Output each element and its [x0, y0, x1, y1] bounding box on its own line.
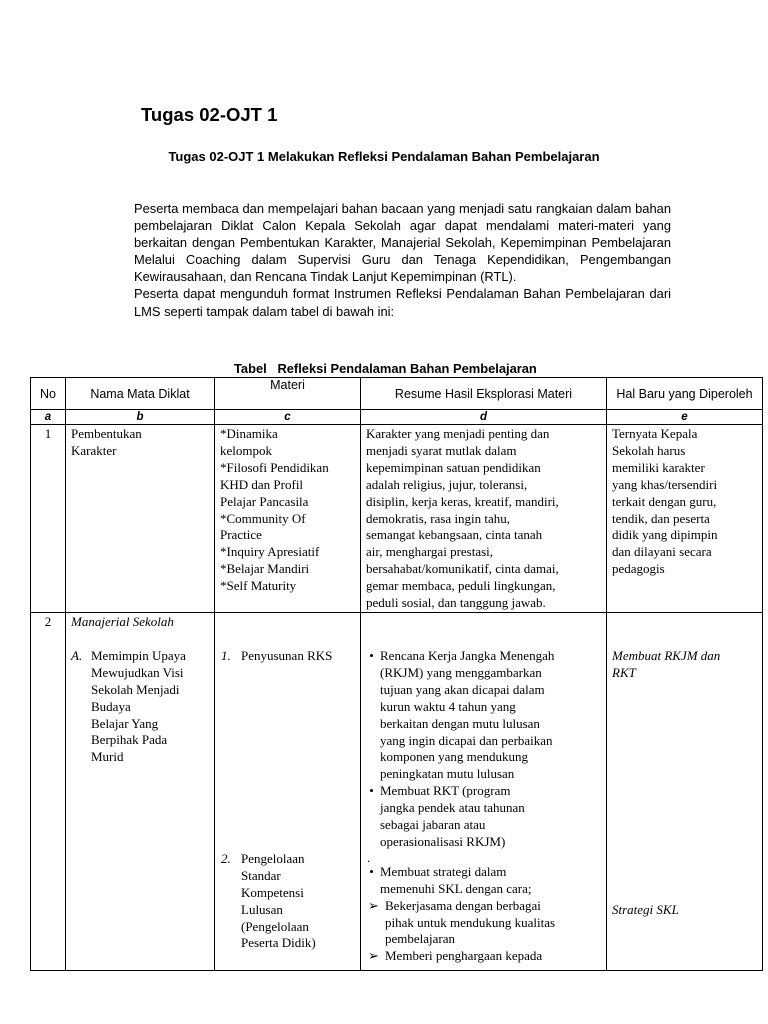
bullet-icon: • [369, 863, 374, 879]
text-line: berkaitan dengan mutu lulusan [380, 715, 540, 731]
text-line: *Belajar Mandiri [220, 561, 310, 577]
text-line: KHD dan Profil [220, 476, 304, 492]
text-line: tujuan yang akan dicapai dalam [380, 681, 545, 697]
document-subtitle: Tugas 02-OJT 1 Melakukan Refleksi Pendalaman Bahan Pembelajaran [168, 149, 600, 164]
text-line: yang ingin dicapai dan perbaikan [380, 732, 553, 748]
letter-d: d [361, 410, 607, 425]
header-hal-baru: Hal Baru yang Diperoleh [607, 378, 763, 410]
text-line: kelompok [220, 442, 272, 458]
text-line: memenuhi SKL dengan cara; [380, 880, 532, 896]
header-materi: Materi [215, 378, 361, 410]
bullet-icon: • [369, 647, 374, 663]
text-line: adalah religius, jujur, toleransi, [366, 476, 528, 492]
text-line: peningkatan mutu lulusan [380, 766, 515, 782]
text-line: Ternyata Kepala [612, 426, 698, 441]
bullet-item [363, 783, 602, 851]
text-line: kurun waktu 4 tahun yang [380, 698, 516, 714]
text-line: *Dinamika [220, 426, 278, 441]
table-letter-row [31, 410, 763, 425]
text-line: Pengelolaan [241, 850, 305, 866]
text-line: Membuat strategi dalam [380, 863, 507, 879]
cell-resume [361, 425, 607, 613]
text-line: *Self Maturity [220, 578, 297, 594]
arrow-bullet-icon: ➢ [368, 897, 379, 913]
stray-dot: . [367, 849, 371, 865]
text-line: Practice [220, 527, 262, 543]
text-line: bersahabat/komunikatif, cinta damai, [366, 561, 559, 577]
text-line: operasionalisasi RKJM) [380, 833, 506, 849]
text-line: Berpihak Pada [91, 732, 168, 748]
intro-text [134, 200, 671, 320]
reflection-table-container [30, 377, 762, 971]
text-line: Mewujudkan Visi [91, 664, 184, 680]
section-heading: Manajerial Sekolah [71, 613, 174, 629]
text-line: Standar [241, 867, 281, 883]
text-line: semangat kebangsaan, cinta tanah [366, 527, 543, 543]
item-marker: 2. [221, 850, 231, 866]
text-line: Memberi penghargaan kepada [385, 948, 543, 964]
text-line: Kompetensi [241, 884, 304, 900]
text-line: demokratis, rasa ingin tahu, [366, 510, 511, 526]
text-line: Rencana Kerja Jangka Menengah [380, 647, 555, 663]
row-number: 1 [31, 425, 66, 613]
text-line: memiliki karakter [612, 459, 705, 475]
text-line: Pembentukan [71, 426, 142, 441]
cell-nama-mata-diklat [66, 425, 215, 613]
text-line: didik yang dipimpin [612, 527, 718, 543]
text-line: Penyusunan RKS [241, 647, 333, 663]
arrow-item [363, 948, 602, 965]
text-line: gemar membaca, peduli lingkungan, [366, 578, 556, 594]
table-title: Tabel Refleksi Pendalaman Bahan Pembelajaran [234, 361, 537, 376]
text-line: Pelajar Pancasila [220, 493, 309, 509]
letter-b: b [66, 410, 215, 425]
arrow-item [363, 898, 602, 949]
text-line: peduli sosial, dan tanggung jawab. [366, 595, 546, 611]
intro-paragraph: Peserta dapat mengunduh format Instrumen Refleksi Pendalaman Bahan Pembelajaran dari LMS seperti tampak dalam tabel di bawah ini: [134, 286, 671, 319]
cell-materi [215, 612, 361, 970]
table-row [31, 612, 763, 970]
text-line: terkait dengan guru, [612, 493, 717, 509]
text-line: RKT [612, 664, 636, 680]
text-line: Sekolah Menjadi [91, 681, 180, 697]
cell-hal-baru [607, 425, 763, 613]
bullet-item [363, 648, 602, 783]
text-line: Karakter yang menjadi penting dan [366, 426, 550, 441]
document-title: Tugas 02-OJT 1 [141, 104, 278, 125]
cell-resume [361, 612, 607, 970]
header-no: No [31, 378, 66, 410]
text-line: Sekolah harus [612, 442, 686, 458]
cell-hal-baru [607, 612, 763, 970]
text-line: pembelajaran [385, 931, 456, 947]
text-line: dan dilayani secara [612, 544, 712, 560]
text-line: Membuat RKJM dan [612, 647, 721, 663]
table-header-row [31, 378, 763, 410]
text-line: tendik, dan peserta [612, 510, 710, 526]
text-line: Bekerjasama dengan berbagai [385, 897, 541, 913]
text-line: Belajar Yang [91, 715, 159, 731]
table-row [31, 425, 763, 613]
numbered-item [221, 851, 356, 952]
row-number: 2 [31, 612, 66, 970]
text-line: kepemimpinan satuan pendidikan [366, 459, 541, 475]
text-line: yang khas/tersendiri [612, 476, 718, 492]
cell-nama-mata-diklat [66, 612, 215, 970]
text-line: Murid [91, 749, 124, 765]
text-line: pihak untuk mendukung kualitas [385, 914, 556, 930]
item-marker: A. [71, 647, 83, 663]
header-resume: Resume Hasil Eksplorasi Materi [361, 378, 607, 410]
text-line: Memimpin Upaya [91, 647, 186, 663]
text-line: *Community Of [220, 510, 306, 526]
bullet-icon: • [369, 783, 374, 799]
text-line: Budaya [91, 698, 131, 714]
cell-materi [215, 425, 361, 613]
text-line: sebagai jabaran atau [380, 817, 486, 833]
text-line: jangka pendek atau tahunan [380, 800, 525, 816]
text-line: (Pengelolaan [241, 918, 309, 934]
text-line: menjadi syarat mutlak dalam [366, 442, 517, 458]
letter-a: a [31, 410, 66, 425]
header-nama-mata-diklat: Nama Mata Diklat [66, 378, 215, 410]
numbered-item [71, 648, 210, 766]
text-line: pedagogis [612, 561, 665, 577]
bullet-item [363, 864, 602, 898]
arrow-bullet-icon: ➢ [368, 948, 379, 964]
text-line: Strategi SKL [612, 901, 679, 917]
text-line: Membuat RKT (program [380, 783, 511, 799]
text-line: komponen yang mendukung [380, 749, 529, 765]
intro-paragraph: Peserta membaca dan mempelajari bahan bacaan yang menjadi satu rangkaian dalam bahan pembelajaran Diklat Calon Kepala Sekolah agar dapat mendalami materi-materi yang berkaitan dengan Pembentukan Karakter, Manajerial Sekolah, Kepemimpinan Pembelajaran Melalui Coaching dalam Supervisi Guru dan Tenaga Kependidikan, Pengembangan Kewirausahaan, dan Rencana Tindak Lanjut Kepemimpinan (RTL). [134, 201, 671, 285]
reflection-table [30, 377, 763, 971]
text-line: disiplin, kerja keras, kreatif, mandiri, [366, 493, 559, 509]
text-line: air, menghargai prestasi, [366, 544, 494, 560]
numbered-item [221, 648, 356, 665]
text-line: Peserta Didik) [241, 935, 316, 951]
text-line: Karakter [71, 442, 117, 458]
letter-e: e [607, 410, 763, 425]
item-marker: 1. [221, 647, 231, 663]
text-line: *Inquiry Apresiatif [220, 544, 320, 560]
text-line: Lulusan [241, 901, 283, 917]
text-line: (RKJM) yang menggambarkan [380, 664, 542, 680]
letter-c: c [215, 410, 361, 425]
text-line: *Filosofi Pendidikan [220, 459, 329, 475]
